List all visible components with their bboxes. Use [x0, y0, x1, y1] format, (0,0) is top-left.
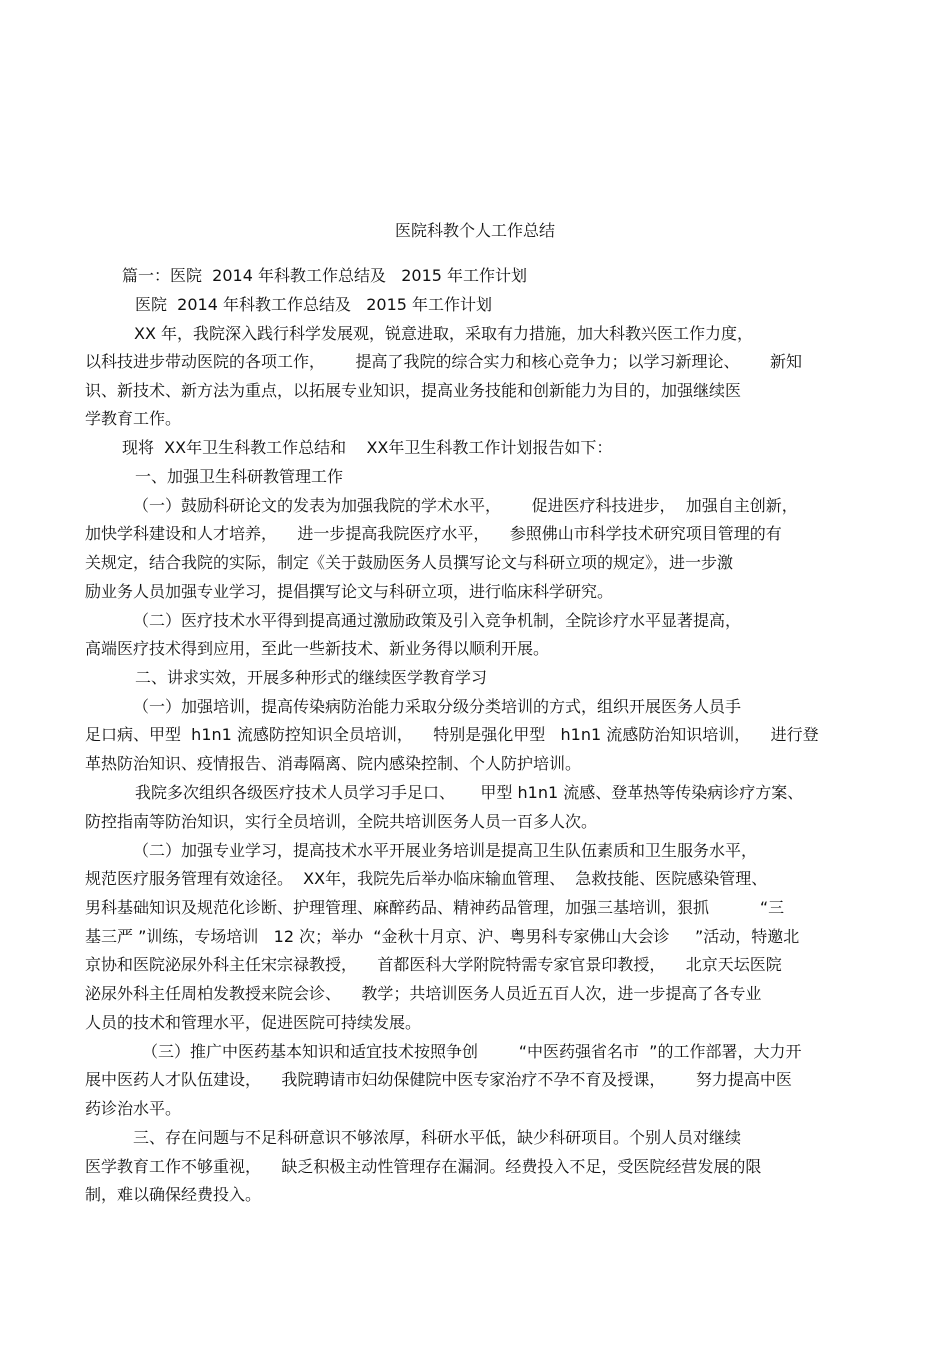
paragraph-line: 展中医药人才队伍建设， 我院聘请市妇幼保健院中医专家治疗不孕不育及授课， 努力提高中医 — [85, 1070, 792, 1089]
paragraph-line: 防控指南等防治知识，实行全员培训，全院共培训医务人员一百多人次。 — [85, 812, 598, 831]
paragraph-line: 人员的技术和管理水平，促进医院可持续发展。 — [85, 1013, 422, 1032]
paragraph-line: 医学教育工作不够重视， 缺乏积极主动性管理存在漏洞。经费投入不足，受医院经营发展的限 — [85, 1157, 762, 1176]
paragraph-line: 高端医疗技术得到应用，至此一些新技术、新业务得以顺利开展。 — [85, 639, 550, 658]
section-heading-1: 篇一：医院 2014 年科教工作总结及 2015 年工作计划 — [122, 266, 528, 285]
paragraph-line: XX 年，我院深入践行科学发展观，锐意进取，采取有力措施，加大科教兴医工作力度， — [134, 324, 754, 343]
paragraph-line: （三）推广中医药基本知识和适宜技术按照争创 “中医药强省名市 ”的工作部署，大力开 — [142, 1042, 802, 1061]
paragraph-line: 泌尿外科主任周柏发教授来院会诊、 教学；共培训医务人员近五百人次，进一步提高了各专业 — [85, 984, 762, 1003]
paragraph-line: （一）加强培训，提高传染病防治能力采取分级分类培训的方式，组织开展医务人员手 — [133, 697, 742, 716]
paragraph-line: 男科基础知识及规范化诊断、护理管理、麻醉药品、精神药品管理，加强三基培训，狠抓 “三 — [85, 898, 785, 917]
paragraph-line: （一）鼓励科研论文的发表为加强我院的学术水平， 促进医疗科技进步， 加强自主创新， — [133, 496, 798, 515]
paragraph-line: 以科技进步带动医院的各项工作， 提高了我院的综合实力和核心竞争力；以学习新理论、 新知 — [85, 352, 803, 371]
paragraph-line: 关规定，结合我院的实际，制定《关于鼓励医务人员撰写论文与科研立项的规定》，进一步激 — [85, 553, 734, 572]
paragraph-line: 足口病、甲型 h1n1 流感防控知识全员培训， 特别是强化甲型 h1n1 流感防治知识培训， 进行登 — [85, 725, 819, 744]
paragraph-line: 京协和医院泌尿外科主任宋宗禄教授， 首都医科大学附院特需专家官景印教授， 北京天坛医院 — [85, 955, 782, 974]
paragraph-line: 加快学科建设和人才培养， 进一步提高我院医疗水平， 参照佛山市科学技术研究项目管理的有 — [85, 524, 782, 543]
paragraph-line: （二）加强专业学习，提高技术水平开展业务培训是提高卫生队伍素质和卫生服务水平， — [133, 841, 758, 860]
document-title: 医院科教个人工作总结 — [394, 221, 555, 240]
paragraph-line: 学教育工作。 — [85, 409, 182, 428]
paragraph-line: 识、新技术、新方法为重点，以拓展专业知识，提高业务技能和创新能力为目的，加强继续医 — [85, 381, 742, 400]
paragraph-line: 励业务人员加强专业学习，提倡撰写论文与科研立项，进行临床科学研究。 — [85, 582, 614, 601]
subheading: 医院 2014 年科教工作总结及 2015 年工作计划 — [135, 295, 493, 314]
paragraph-line: 现将 XX年卫生科教工作总结和 XX年卫生科教工作计划报告如下： — [122, 438, 613, 457]
paragraph-line: 制，难以确保经费投入。 — [85, 1185, 262, 1204]
section-heading: 一、加强卫生科研教管理工作 — [135, 467, 344, 486]
paragraph-line: 我院多次组织各级医疗技术人员学习手足口、 甲型 h1n1 流感、登革热等传染病诊疗方案、 — [135, 783, 804, 802]
paragraph-line: 药诊治水平。 — [85, 1099, 182, 1118]
section-heading: 二、讲求实效，开展多种形式的继续医学教育学习 — [135, 668, 488, 687]
paragraph-line: 革热防治知识、疫情报告、消毒隔离、院内感染控制、个人防护培训。 — [85, 754, 582, 773]
paragraph-line: （二）医疗技术水平得到提高通过激励政策及引入竞争机制，全院诊疗水平显著提高， — [133, 611, 742, 630]
paragraph-line: 规范医疗服务管理有效途径。 XX年，我院先后举办临床输血管理、 急救技能、医院感染管理、 — [85, 869, 768, 888]
paragraph-line: 基三严 ”训练，专场培训 12 次；举办 “金秋十月京、沪、粤男科专家佛山大会诊 ”活动，特邀北 — [85, 927, 800, 946]
paragraph-line: 三、存在问题与不足科研意识不够浓厚，科研水平低，缺少科研项目。个别人员对继续 — [133, 1128, 742, 1147]
